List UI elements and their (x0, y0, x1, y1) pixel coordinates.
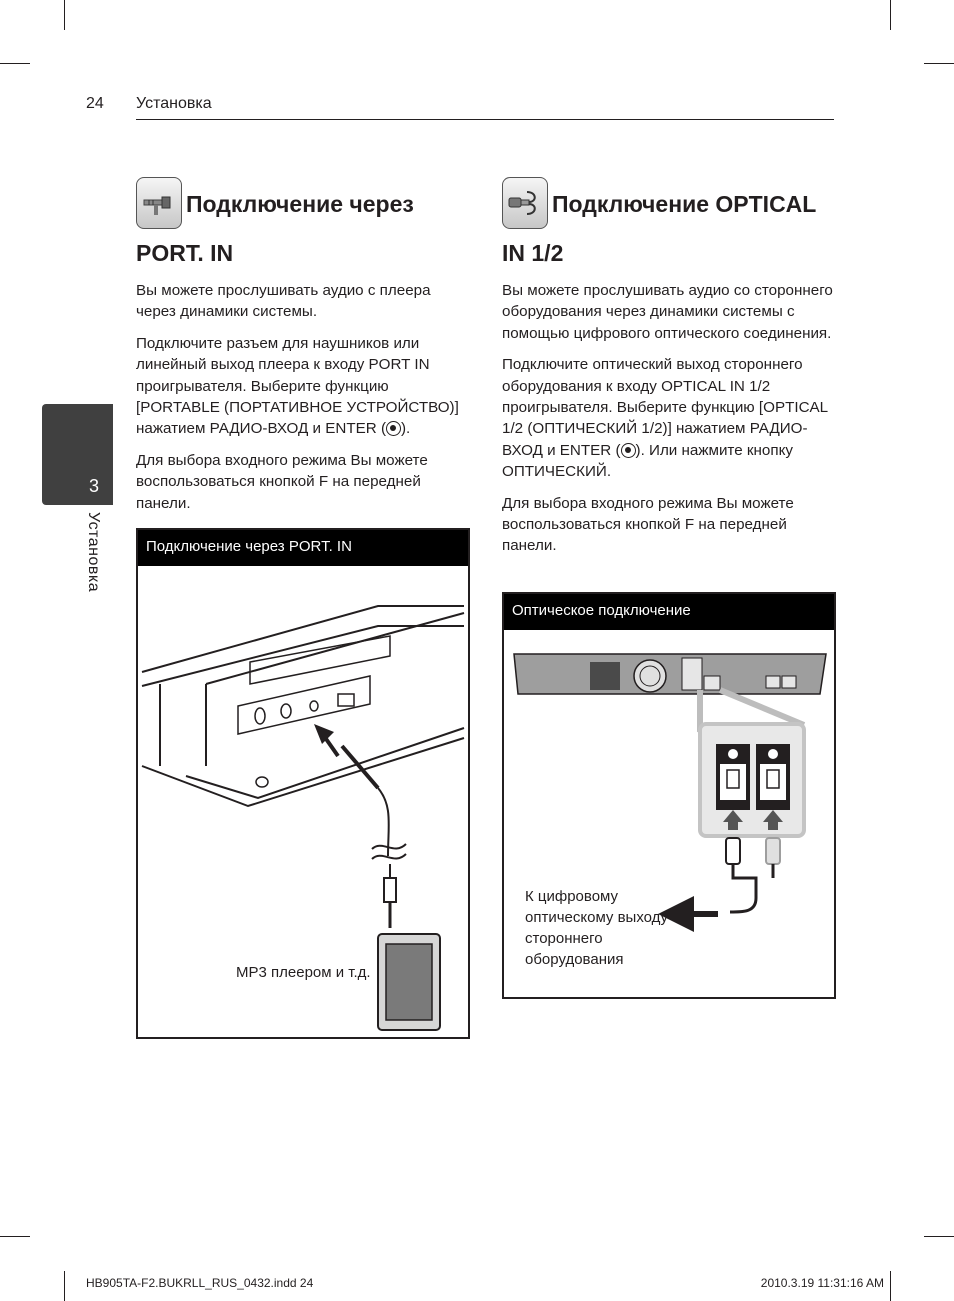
output-label: К цифровому оптическому выходу стороннего оборудования (525, 888, 668, 968)
paragraph: Для выбора входного режима Вы можете воспользоваться кнопкой F на передней панели. (502, 494, 794, 555)
crop-mark (64, 1271, 65, 1301)
section-heading-port-in (136, 180, 470, 274)
header-rule (136, 119, 834, 120)
figure-optical (502, 592, 836, 999)
player-label: MP3 плеером и т.д. (236, 964, 371, 981)
audio-plug-icon (136, 177, 182, 229)
section-heading-optical-in (502, 180, 836, 274)
crop-mark (64, 0, 65, 30)
crop-mark (0, 63, 30, 64)
crop-mark (924, 1236, 954, 1237)
footer-file: HB905TA-F2.BUKRLL_RUS_0432.indd 24 (86, 1276, 314, 1290)
figure-caption: Подключение через PORT. IN (138, 530, 468, 566)
paragraph: Вы можете прослушивать аудио со стороннего оборудования через динамики системы с помощью цифрового оптического соединения. (502, 282, 833, 342)
crop-mark (924, 63, 954, 64)
chapter-label: Установка (85, 512, 102, 593)
left-column (136, 180, 470, 524)
chapter-number: 3 (88, 476, 99, 496)
enter-button-icon (386, 421, 401, 436)
paragraph: Вы можете прослушивать аудио с плеера через динамики системы. (136, 282, 431, 321)
section-title-port-in: Подключение через PORT. IN (136, 191, 414, 266)
paragraph: Для выбора входного режима Вы можете воспользоваться кнопкой F на передней панели. (136, 451, 428, 512)
enter-button-icon (621, 443, 636, 458)
crop-mark (0, 1236, 30, 1237)
page-number: 24 (86, 95, 104, 112)
figure-caption: Оптическое подключение (504, 594, 834, 630)
figure-port-in (136, 528, 470, 1039)
footer-timestamp: 2010.3.19 11:31:16 AM (760, 1276, 884, 1290)
section-title-optical-in: Подключение OPTICAL IN 1/2 (502, 191, 816, 266)
paragraph: Подключите оптический выход стороннего оборудования к входу OPTICAL IN 1/2 проигрывателя. Выберите функцию [OPTICAL 1/2 (ОПТИЧЕСКИЙ 1/2)] нажатием РАДИО-ВХОД и ENTER ( ). Или нажмите кнопку ОПТИЧЕСКИЙ. (502, 356, 828, 481)
crop-mark (890, 1271, 891, 1301)
right-column (502, 180, 836, 567)
running-header: Установка (136, 95, 212, 112)
paragraph: Подключите разъем для наушников или линейный выход плеера к входу PORT IN проигрывателя. Выберите функцию [PORTABLE (ПОРТАТИВНОЕ УСТРОЙСТВО)] нажатием РАДИО-ВХОД и ENTER ( ). (136, 334, 459, 438)
crop-mark (890, 0, 891, 30)
optical-cable-icon (502, 177, 548, 229)
chapter-tab (42, 404, 113, 505)
